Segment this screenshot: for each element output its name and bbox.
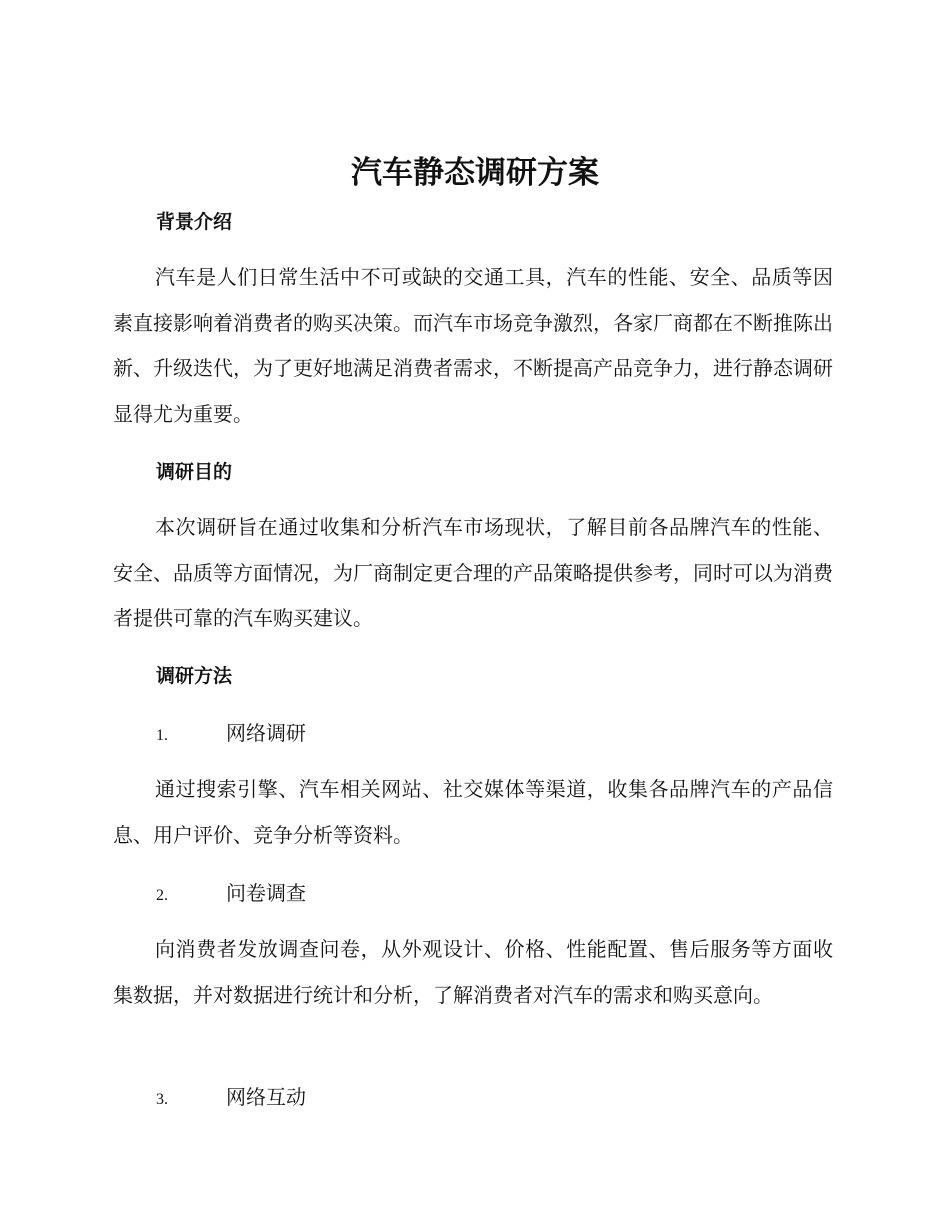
- list-item-number: 1.: [156, 727, 168, 744]
- list-item-label: 网络调研: [226, 721, 306, 745]
- paragraph-purpose: 本次调研旨在通过收集和分析汽车市场现状，了解目前各品牌汽车的性能、安全、品质等方面情况，为厂商制定更合理的产品策略提供参考，同时可以为消费者提供可靠的汽车购买建议。: [113, 515, 833, 630]
- list-item-number: 2.: [156, 887, 168, 904]
- list-item-label: 网络互动: [226, 1085, 306, 1109]
- section-heading-purpose: 调研目的: [156, 461, 233, 483]
- section-heading-background: 背景介绍: [156, 211, 233, 233]
- list-item-network-research: [156, 718, 306, 748]
- list-item-label: 问卷调查: [226, 881, 306, 905]
- document-title: 汽车静态调研方案: [351, 155, 599, 191]
- paragraph-network-research: 通过搜索引擎、汽车相关网站、社交媒体等渠道，收集各品牌汽车的产品信息、用户评价、竞争分析等资料。: [113, 777, 833, 847]
- paragraph-questionnaire: 向消费者发放调查问卷，从外观设计、价格、性能配置、售后服务等方面收集数据，并对数据进行统计和分析，了解消费者对汽车的需求和购买意向。: [113, 937, 833, 1007]
- paragraph-background: 汽车是人们日常生活中不可或缺的交通工具，汽车的性能、安全、品质等因素直接影响着消费者的购买决策。而汽车市场竞争激烈，各家厂商都在不断推陈出新、升级迭代，为了更好地满足消费者需求，不断提高产品竞争力，进行静态调研显得尤为重要。: [113, 265, 833, 426]
- list-item-questionnaire: [156, 878, 306, 908]
- list-item-number: 3.: [156, 1091, 168, 1108]
- list-item-network-interaction: [156, 1082, 306, 1112]
- section-heading-methods: 调研方法: [156, 665, 233, 687]
